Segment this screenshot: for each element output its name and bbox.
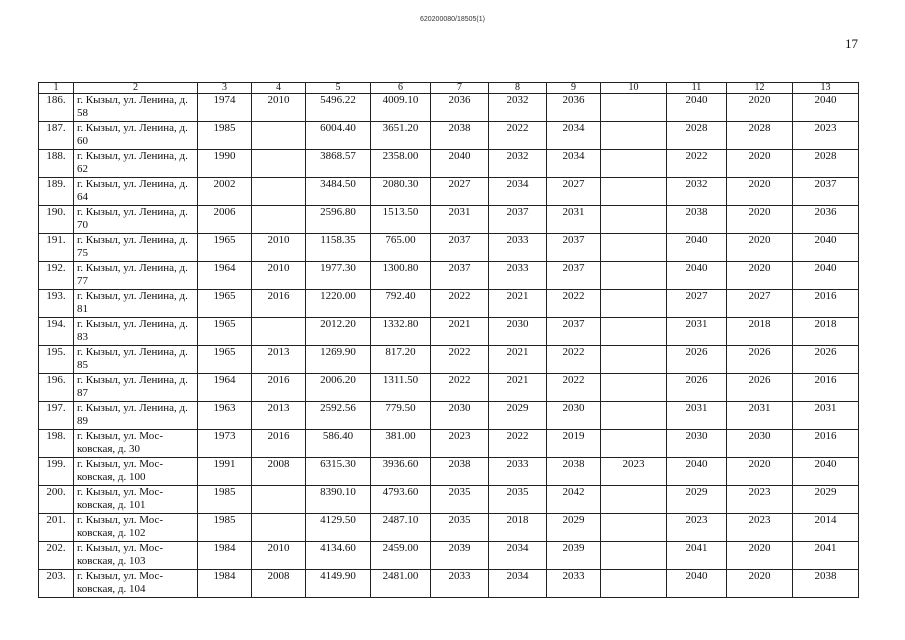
value-cell: 2031 [547, 206, 601, 234]
row-number-cell: 195. [39, 346, 74, 374]
value-cell: 1965 [198, 234, 252, 262]
value-cell: 1513.50 [371, 206, 431, 234]
row-number-cell: 194. [39, 318, 74, 346]
address-cell: г. Кызыл, ул. Мос-ковская, д. 103 [74, 542, 198, 570]
value-cell: 2014 [793, 514, 859, 542]
value-cell [601, 374, 667, 402]
table-row [39, 178, 859, 206]
value-cell: 1965 [198, 346, 252, 374]
value-cell: 2041 [667, 542, 727, 570]
value-cell: 6315.30 [306, 458, 371, 486]
value-cell: 2031 [727, 402, 793, 430]
value-cell: 792.40 [371, 290, 431, 318]
row-number-cell: 193. [39, 290, 74, 318]
column-header: 2 [74, 83, 198, 94]
value-cell: 2037 [431, 234, 489, 262]
table-row [39, 262, 859, 290]
address-cell: г. Кызыл, ул. Ленина, д. 85 [74, 346, 198, 374]
column-header: 5 [306, 83, 371, 94]
value-cell: 2037 [547, 234, 601, 262]
value-cell: 2034 [547, 122, 601, 150]
column-header: 10 [601, 83, 667, 94]
value-cell: 2012.20 [306, 318, 371, 346]
column-header: 6 [371, 83, 431, 94]
value-cell: 2027 [547, 178, 601, 206]
table-row [39, 346, 859, 374]
value-cell: 2029 [489, 402, 547, 430]
value-cell: 2016 [252, 430, 306, 458]
value-cell: 2039 [431, 542, 489, 570]
value-cell: 2481.00 [371, 570, 431, 598]
table-row [39, 290, 859, 318]
value-cell: 765.00 [371, 234, 431, 262]
value-cell: 2010 [252, 234, 306, 262]
value-cell: 1985 [198, 486, 252, 514]
value-cell [601, 514, 667, 542]
table-row [39, 150, 859, 178]
value-cell: 3484.50 [306, 178, 371, 206]
value-cell: 2039 [547, 542, 601, 570]
value-cell: 3651.20 [371, 122, 431, 150]
value-cell: 2029 [793, 486, 859, 514]
value-cell: 1964 [198, 374, 252, 402]
value-cell: 2018 [489, 514, 547, 542]
value-cell: 2018 [727, 318, 793, 346]
value-cell: 2034 [489, 542, 547, 570]
row-number-cell: 203. [39, 570, 74, 598]
column-header: 9 [547, 83, 601, 94]
value-cell: 2010 [252, 542, 306, 570]
value-cell: 1311.50 [371, 374, 431, 402]
value-cell: 2080.30 [371, 178, 431, 206]
row-number-cell: 199. [39, 458, 74, 486]
value-cell: 4149.90 [306, 570, 371, 598]
value-cell: 1985 [198, 514, 252, 542]
value-cell: 2022 [547, 374, 601, 402]
address-cell: г. Кызыл, ул. Мос-ковская, д. 100 [74, 458, 198, 486]
value-cell: 2026 [667, 346, 727, 374]
value-cell: 2036 [793, 206, 859, 234]
value-cell: 2042 [547, 486, 601, 514]
value-cell: 2038 [793, 570, 859, 598]
value-cell: 4134.60 [306, 542, 371, 570]
value-cell [601, 122, 667, 150]
value-cell [601, 318, 667, 346]
value-cell: 1964 [198, 262, 252, 290]
value-cell: 6004.40 [306, 122, 371, 150]
row-number-cell: 187. [39, 122, 74, 150]
value-cell: 2040 [667, 94, 727, 122]
value-cell [601, 402, 667, 430]
value-cell: 2019 [547, 430, 601, 458]
value-cell: 2040 [793, 94, 859, 122]
value-cell: 2040 [431, 150, 489, 178]
value-cell: 2021 [489, 290, 547, 318]
row-number-cell: 192. [39, 262, 74, 290]
value-cell: 2033 [489, 458, 547, 486]
value-cell: 2040 [793, 234, 859, 262]
value-cell: 2020 [727, 206, 793, 234]
value-cell: 2030 [431, 402, 489, 430]
value-cell [601, 486, 667, 514]
value-cell [601, 150, 667, 178]
address-cell: г. Кызыл, ул. Ленина, д. 83 [74, 318, 198, 346]
value-cell: 2016 [793, 374, 859, 402]
housing-registry-table [38, 82, 859, 598]
value-cell: 586.40 [306, 430, 371, 458]
value-cell: 1269.90 [306, 346, 371, 374]
table-row [39, 430, 859, 458]
value-cell: 2032 [667, 178, 727, 206]
value-cell: 2016 [793, 430, 859, 458]
value-cell: 2034 [489, 570, 547, 598]
value-cell: 2028 [667, 122, 727, 150]
column-header: 8 [489, 83, 547, 94]
value-cell [601, 290, 667, 318]
value-cell: 1985 [198, 122, 252, 150]
table-row [39, 486, 859, 514]
value-cell: 1220.00 [306, 290, 371, 318]
value-cell: 2040 [667, 458, 727, 486]
value-cell [252, 206, 306, 234]
value-cell: 2030 [727, 430, 793, 458]
value-cell: 2016 [252, 374, 306, 402]
value-cell [252, 122, 306, 150]
value-cell: 2013 [252, 346, 306, 374]
value-cell: 2022 [431, 374, 489, 402]
value-cell: 2596.80 [306, 206, 371, 234]
value-cell: 2459.00 [371, 542, 431, 570]
value-cell: 2030 [547, 402, 601, 430]
address-cell: г. Кызыл, ул. Ленина, д. 70 [74, 206, 198, 234]
value-cell: 2037 [489, 206, 547, 234]
value-cell: 2040 [793, 262, 859, 290]
table-row [39, 458, 859, 486]
value-cell [601, 178, 667, 206]
value-cell: 5496.22 [306, 94, 371, 122]
address-cell: г. Кызыл, ул. Мос-ковская, д. 101 [74, 486, 198, 514]
value-cell: 2036 [431, 94, 489, 122]
address-cell: г. Кызыл, ул. Ленина, д. 77 [74, 262, 198, 290]
value-cell: 1963 [198, 402, 252, 430]
column-header: 4 [252, 83, 306, 94]
value-cell: 1984 [198, 542, 252, 570]
value-cell [601, 570, 667, 598]
value-cell: 2036 [547, 94, 601, 122]
row-number-cell: 189. [39, 178, 74, 206]
value-cell: 1977.30 [306, 262, 371, 290]
value-cell: 2592.56 [306, 402, 371, 430]
table-row [39, 122, 859, 150]
value-cell: 2032 [489, 94, 547, 122]
value-cell: 3936.60 [371, 458, 431, 486]
value-cell: 2029 [667, 486, 727, 514]
value-cell: 2031 [667, 402, 727, 430]
value-cell: 2016 [793, 290, 859, 318]
value-cell: 8390.10 [306, 486, 371, 514]
value-cell: 2010 [252, 94, 306, 122]
value-cell: 1965 [198, 290, 252, 318]
value-cell: 2020 [727, 178, 793, 206]
row-number-cell: 196. [39, 374, 74, 402]
value-cell: 4129.50 [306, 514, 371, 542]
value-cell: 2020 [727, 262, 793, 290]
value-cell: 2022 [547, 290, 601, 318]
value-cell: 3868.57 [306, 150, 371, 178]
address-cell: г. Кызыл, ул. Ленина, д. 89 [74, 402, 198, 430]
value-cell: 2040 [667, 234, 727, 262]
column-header: 3 [198, 83, 252, 94]
value-cell: 2026 [727, 374, 793, 402]
row-number-cell: 188. [39, 150, 74, 178]
table-row [39, 542, 859, 570]
table-body [39, 94, 859, 598]
value-cell [601, 262, 667, 290]
row-number-cell: 191. [39, 234, 74, 262]
value-cell [601, 430, 667, 458]
value-cell: 2030 [667, 430, 727, 458]
value-cell: 2040 [793, 458, 859, 486]
value-cell: 2020 [727, 458, 793, 486]
address-cell: г. Кызыл, ул. Ленина, д. 75 [74, 234, 198, 262]
value-cell [601, 94, 667, 122]
value-cell: 2037 [793, 178, 859, 206]
address-cell: г. Кызыл, ул. Мос-ковская, д. 30 [74, 430, 198, 458]
value-cell: 2040 [667, 570, 727, 598]
value-cell [252, 150, 306, 178]
value-cell: 2008 [252, 458, 306, 486]
value-cell: 1300.80 [371, 262, 431, 290]
column-number-header-row [39, 83, 859, 94]
value-cell: 2013 [252, 402, 306, 430]
value-cell: 2038 [431, 122, 489, 150]
value-cell: 2033 [489, 234, 547, 262]
value-cell: 2023 [793, 122, 859, 150]
value-cell: 2037 [431, 262, 489, 290]
value-cell: 2022 [667, 150, 727, 178]
value-cell: 1965 [198, 318, 252, 346]
value-cell: 2018 [793, 318, 859, 346]
row-number-cell: 190. [39, 206, 74, 234]
value-cell: 1984 [198, 570, 252, 598]
value-cell: 2487.10 [371, 514, 431, 542]
address-cell: г. Кызыл, ул. Ленина, д. 87 [74, 374, 198, 402]
value-cell: 2006.20 [306, 374, 371, 402]
value-cell: 2037 [547, 262, 601, 290]
value-cell: 779.50 [371, 402, 431, 430]
value-cell: 2033 [547, 570, 601, 598]
value-cell: 2022 [489, 430, 547, 458]
address-cell: г. Кызыл, ул. Ленина, д. 58 [74, 94, 198, 122]
value-cell: 2023 [727, 486, 793, 514]
value-cell: 4793.60 [371, 486, 431, 514]
value-cell: 2041 [793, 542, 859, 570]
value-cell: 2022 [431, 346, 489, 374]
value-cell: 2035 [431, 514, 489, 542]
row-number-cell: 202. [39, 542, 74, 570]
value-cell: 2034 [489, 178, 547, 206]
value-cell: 2038 [431, 458, 489, 486]
address-cell: г. Кызыл, ул. Ленина, д. 81 [74, 290, 198, 318]
value-cell: 2038 [667, 206, 727, 234]
value-cell: 2023 [667, 514, 727, 542]
row-number-cell: 197. [39, 402, 74, 430]
address-cell: г. Кызыл, ул. Мос-ковская, д. 102 [74, 514, 198, 542]
row-number-cell: 198. [39, 430, 74, 458]
value-cell: 1158.35 [306, 234, 371, 262]
value-cell: 2021 [431, 318, 489, 346]
value-cell: 2020 [727, 542, 793, 570]
value-cell: 2034 [547, 150, 601, 178]
value-cell: 817.20 [371, 346, 431, 374]
value-cell [601, 234, 667, 262]
table-row [39, 514, 859, 542]
address-cell: г. Кызыл, ул. Ленина, д. 64 [74, 178, 198, 206]
value-cell: 2031 [431, 206, 489, 234]
value-cell: 2023 [431, 430, 489, 458]
page-number: 17 [845, 36, 858, 51]
value-cell: 2031 [667, 318, 727, 346]
row-number-cell: 186. [39, 94, 74, 122]
value-cell: 1991 [198, 458, 252, 486]
value-cell: 2020 [727, 150, 793, 178]
value-cell: 2020 [727, 570, 793, 598]
table-row [39, 402, 859, 430]
value-cell: 2021 [489, 374, 547, 402]
column-header: 7 [431, 83, 489, 94]
value-cell [252, 514, 306, 542]
value-cell: 2016 [252, 290, 306, 318]
row-number-cell: 201. [39, 514, 74, 542]
value-cell: 2032 [489, 150, 547, 178]
document-code: 620200080/18505(1) [419, 16, 485, 23]
value-cell: 2026 [793, 346, 859, 374]
value-cell: 2033 [431, 570, 489, 598]
value-cell: 4009.10 [371, 94, 431, 122]
row-number-cell: 200. [39, 486, 74, 514]
address-cell: г. Кызыл, ул. Ленина, д. 60 [74, 122, 198, 150]
value-cell: 2010 [252, 262, 306, 290]
value-cell: 2026 [727, 346, 793, 374]
value-cell: 2006 [198, 206, 252, 234]
value-cell: 2035 [431, 486, 489, 514]
value-cell: 1973 [198, 430, 252, 458]
value-cell [601, 206, 667, 234]
value-cell: 2002 [198, 178, 252, 206]
value-cell: 2029 [547, 514, 601, 542]
table-row [39, 570, 859, 598]
value-cell: 1974 [198, 94, 252, 122]
value-cell: 2026 [667, 374, 727, 402]
value-cell: 2020 [727, 94, 793, 122]
value-cell: 2027 [667, 290, 727, 318]
table-row [39, 234, 859, 262]
value-cell [252, 318, 306, 346]
value-cell: 1332.80 [371, 318, 431, 346]
value-cell: 2033 [489, 262, 547, 290]
value-cell [252, 178, 306, 206]
table-row [39, 206, 859, 234]
value-cell: 1990 [198, 150, 252, 178]
value-cell [252, 486, 306, 514]
table-row [39, 94, 859, 122]
column-header: 12 [727, 83, 793, 94]
column-header: 1 [39, 83, 74, 94]
address-cell: г. Кызыл, ул. Ленина, д. 62 [74, 150, 198, 178]
value-cell: 2022 [547, 346, 601, 374]
table-row [39, 318, 859, 346]
address-cell: г. Кызыл, ул. Мос-ковская, д. 104 [74, 570, 198, 598]
column-header: 13 [793, 83, 859, 94]
value-cell: 2358.00 [371, 150, 431, 178]
value-cell: 2027 [727, 290, 793, 318]
value-cell: 2022 [431, 290, 489, 318]
value-cell [601, 542, 667, 570]
value-cell: 2037 [547, 318, 601, 346]
value-cell: 2030 [489, 318, 547, 346]
value-cell: 2028 [727, 122, 793, 150]
value-cell: 2035 [489, 486, 547, 514]
value-cell: 2020 [727, 234, 793, 262]
table-row [39, 374, 859, 402]
value-cell: 2023 [601, 458, 667, 486]
value-cell: 2023 [727, 514, 793, 542]
value-cell: 2038 [547, 458, 601, 486]
value-cell [601, 346, 667, 374]
value-cell: 2008 [252, 570, 306, 598]
value-cell: 2028 [793, 150, 859, 178]
value-cell: 2031 [793, 402, 859, 430]
column-header: 11 [667, 83, 727, 94]
value-cell: 2027 [431, 178, 489, 206]
value-cell: 2022 [489, 122, 547, 150]
value-cell: 2021 [489, 346, 547, 374]
value-cell: 2040 [667, 262, 727, 290]
value-cell: 381.00 [371, 430, 431, 458]
